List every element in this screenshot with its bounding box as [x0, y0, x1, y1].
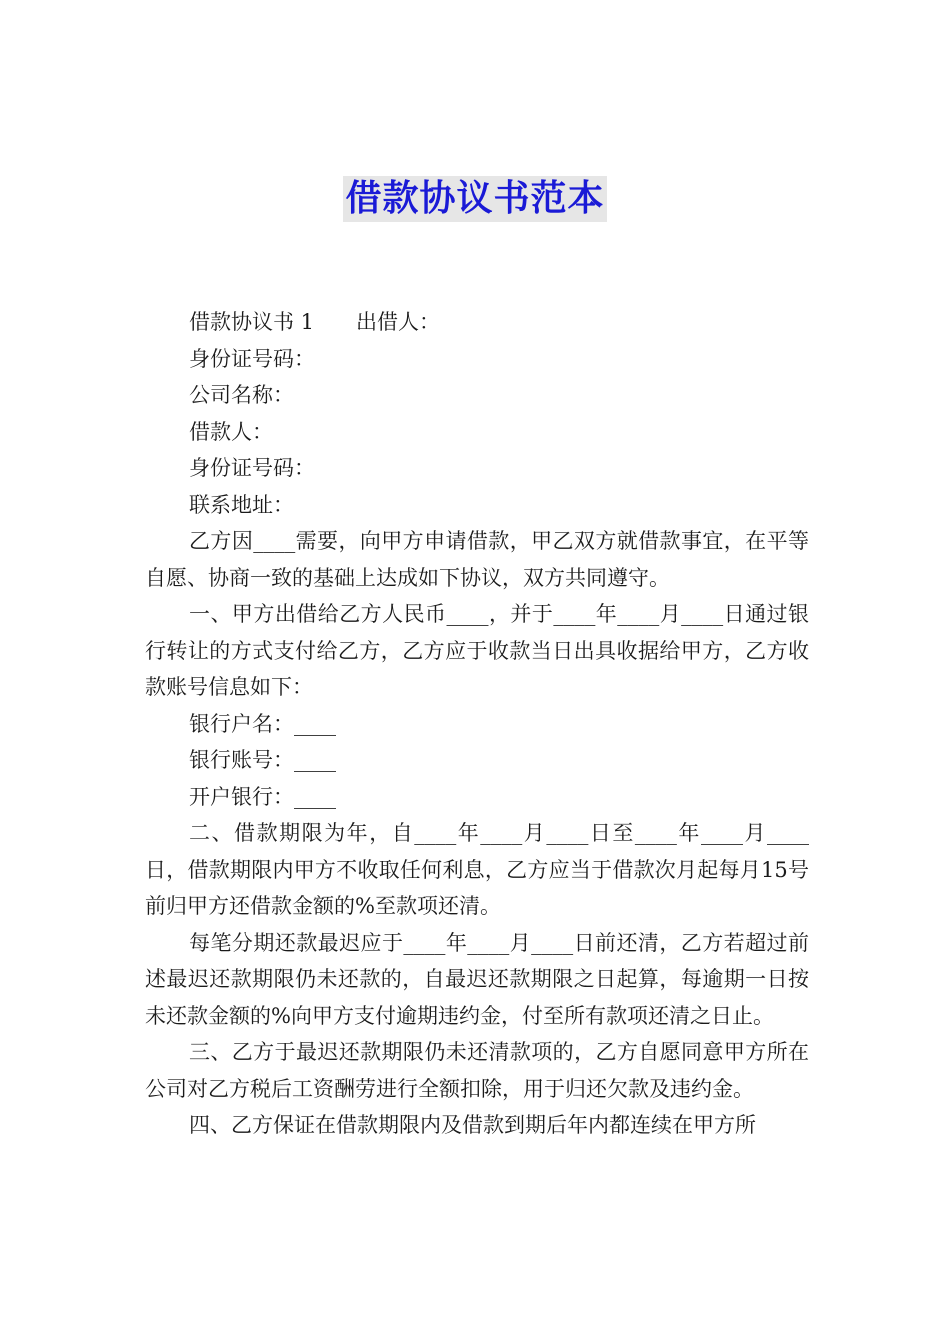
- document-body: [145, 304, 809, 1144]
- paragraph-borrower-id: 身份证号码：: [189, 456, 315, 480]
- paragraph-clause-1: 一、甲方出借给乙方人民币____，并于____年____月____日通过银行转让的方式支付给乙方，乙方应于收款当日出具收据给甲方，乙方收款账号信息如下：: [145, 602, 809, 699]
- paragraph-heading-lender: 借款协议书 1 出借人：: [189, 310, 441, 334]
- paragraph-borrower: 借款人：: [189, 419, 273, 444]
- paragraph-clause-2: 二、借款期限为年，自____年____月____日至____年____月____日，借款期限内甲方不收取任何利息，乙方应当于借款次月起每月15号前归甲方还借款金额的%至款项还清。: [145, 821, 809, 918]
- paragraph-bank-account-name: 银行户名：____: [189, 711, 336, 736]
- paragraph-company-name: 公司名称：: [189, 383, 294, 407]
- paragraph-bank-account-number: 银行账号：____: [189, 748, 336, 772]
- title-container: [0, 176, 950, 222]
- paragraph-installment: 每笔分期还款最迟应于____年____月____日前还清，乙方若超过前述最迟还款期限仍未还款的，自最迟还款期限之日起算，每逾期一日按未还款金额的%向甲方支付逾期违约金，付至所有款项还清之日止。: [145, 930, 809, 1028]
- paragraph-intro: 乙方因____需要，向甲方申请借款，甲乙双方就借款事宜，在平等自愿、协商一致的基础上达成如下协议，双方共同遵守。: [145, 529, 809, 590]
- paragraph-bank-name: 开户银行：____: [189, 784, 336, 809]
- paragraph-clause-3: 三、乙方于最迟还款期限仍未还清款项的，乙方自愿同意甲方所在公司对乙方税后工资酬劳进行全额扣除，用于归还欠款及违约金。: [145, 1040, 809, 1101]
- paragraph-contact-address: 联系地址：: [189, 492, 294, 517]
- paragraph-clause-4: 四、乙方保证在借款期限内及借款到期后年内都连续在甲方所: [189, 1113, 756, 1137]
- paragraph-lender-id: 身份证号码：: [189, 346, 315, 371]
- document-title: 借款协议书范本: [343, 176, 606, 222]
